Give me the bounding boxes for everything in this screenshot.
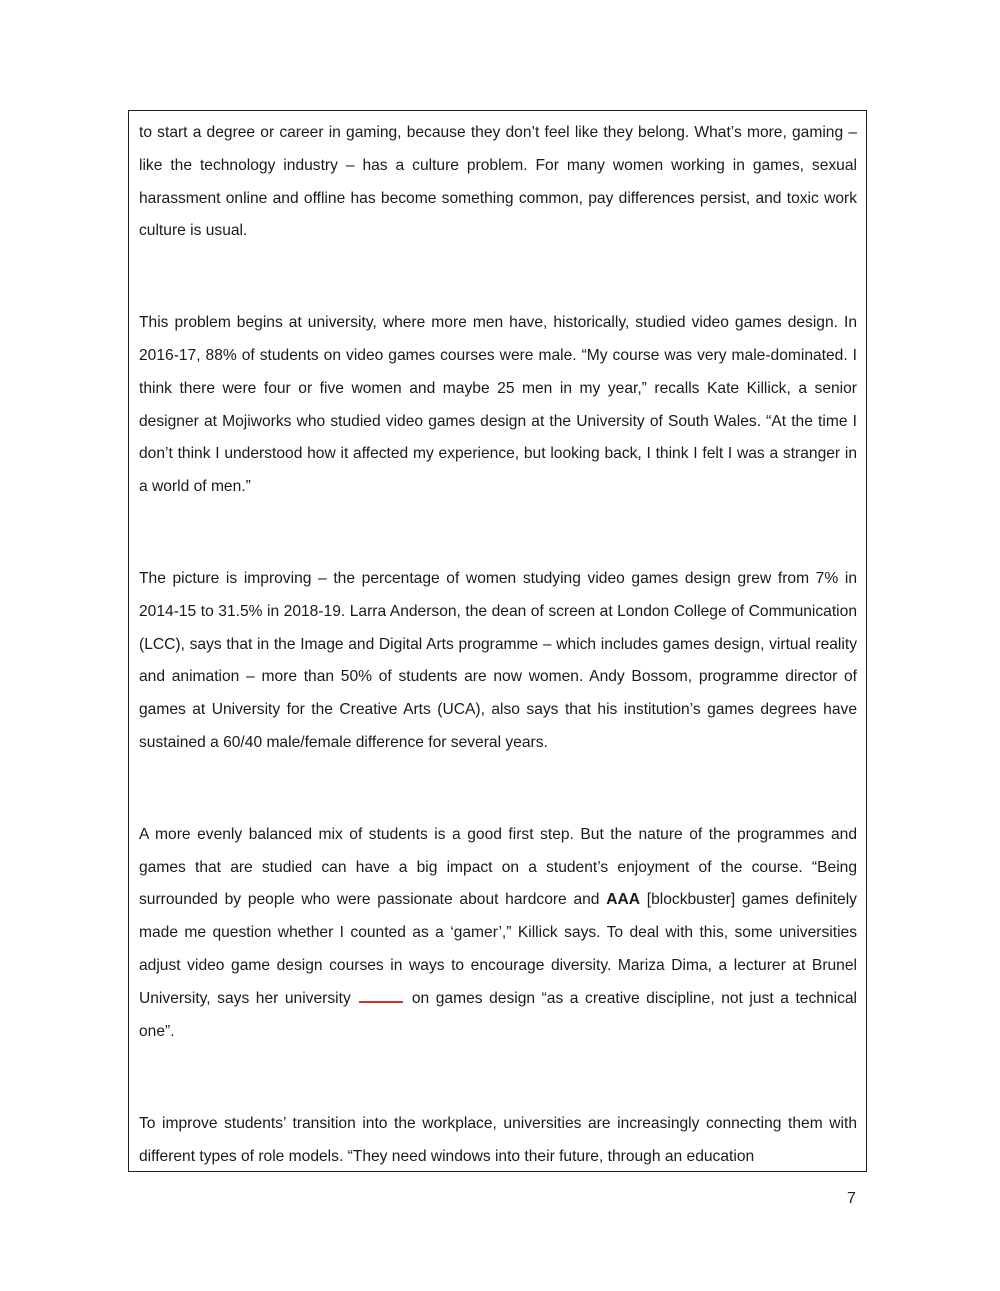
paragraph-spacer	[139, 1048, 857, 1108]
paragraph-5: To improve students’ transition into the workplace, universities are increasingly connecting them with different types of role models. “They need windows into their future, through an education	[139, 1115, 857, 1166]
paragraph-spacer	[139, 504, 857, 563]
paragraph-spacer	[139, 248, 857, 307]
fill-in-blank[interactable]	[359, 987, 403, 1003]
paragraph-3: The picture is improving – the percentage of women studying video games design grew from 7% in 2014-15 to 31.5% in 2018-19. Larra Anderson, the dean of screen at London College of Communication (LCC), says that in the Image and Digital Arts programme – which includes games design, virtual reality and animation – more than 50% of students are now women. Andy Bossom, programme director of games at University for the Creative Arts (UCA), also says that his institution’s games degrees have sustained a 60/40 male/female difference for several years.	[139, 569, 857, 751]
paragraph-4-part-3: on games design “as a creative discipline, not just a technical one”.	[139, 989, 858, 1040]
paragraph-4-part-2: [blockbuster] games definitely made me question whether I counted as a ‘gamer’,” Killick says. To deal with this, some universities adjust video game design courses in ways to encourage diversity. Mariza Dima, a lecturer at Brunel University, says her university	[139, 891, 857, 1007]
paragraph-4-part-1: A more evenly balanced mix of students is a good first step. But the nature of the programmes and games that are studied can have a big impact on a student’s enjoyment of the course. “Being surrounded by people who were passionate about hardcore and	[139, 825, 857, 909]
paragraph-2: This problem begins at university, where more men have, historically, studied video games design. In 2016-17, 88% of students on video games courses were male. “My course was very male-dominated. I think there were four or five women and maybe 25 men in my year,” recalls Kate Killick, a senior designer at Mojiworks who studied video games design at the University of South Wales. “At the time I don’t think I understood how it affected my experience, but looking back, I think I felt I was a stranger in a world of men.”	[139, 314, 857, 496]
page-number: 7	[847, 1190, 856, 1207]
paragraph-1: to start a degree or career in gaming, because they don’t feel like they belong. What’s more, gaming – like the technology industry – has a culture problem. For many women working in games, sexual harassment online and offline has become something common, pay differences persist, and toxic work culture is usual.	[139, 124, 857, 240]
article-text-box	[128, 110, 867, 1172]
paragraph-4	[139, 819, 857, 1049]
paragraph-spacer	[139, 760, 857, 819]
bold-term-aaa: AAA	[606, 891, 641, 909]
